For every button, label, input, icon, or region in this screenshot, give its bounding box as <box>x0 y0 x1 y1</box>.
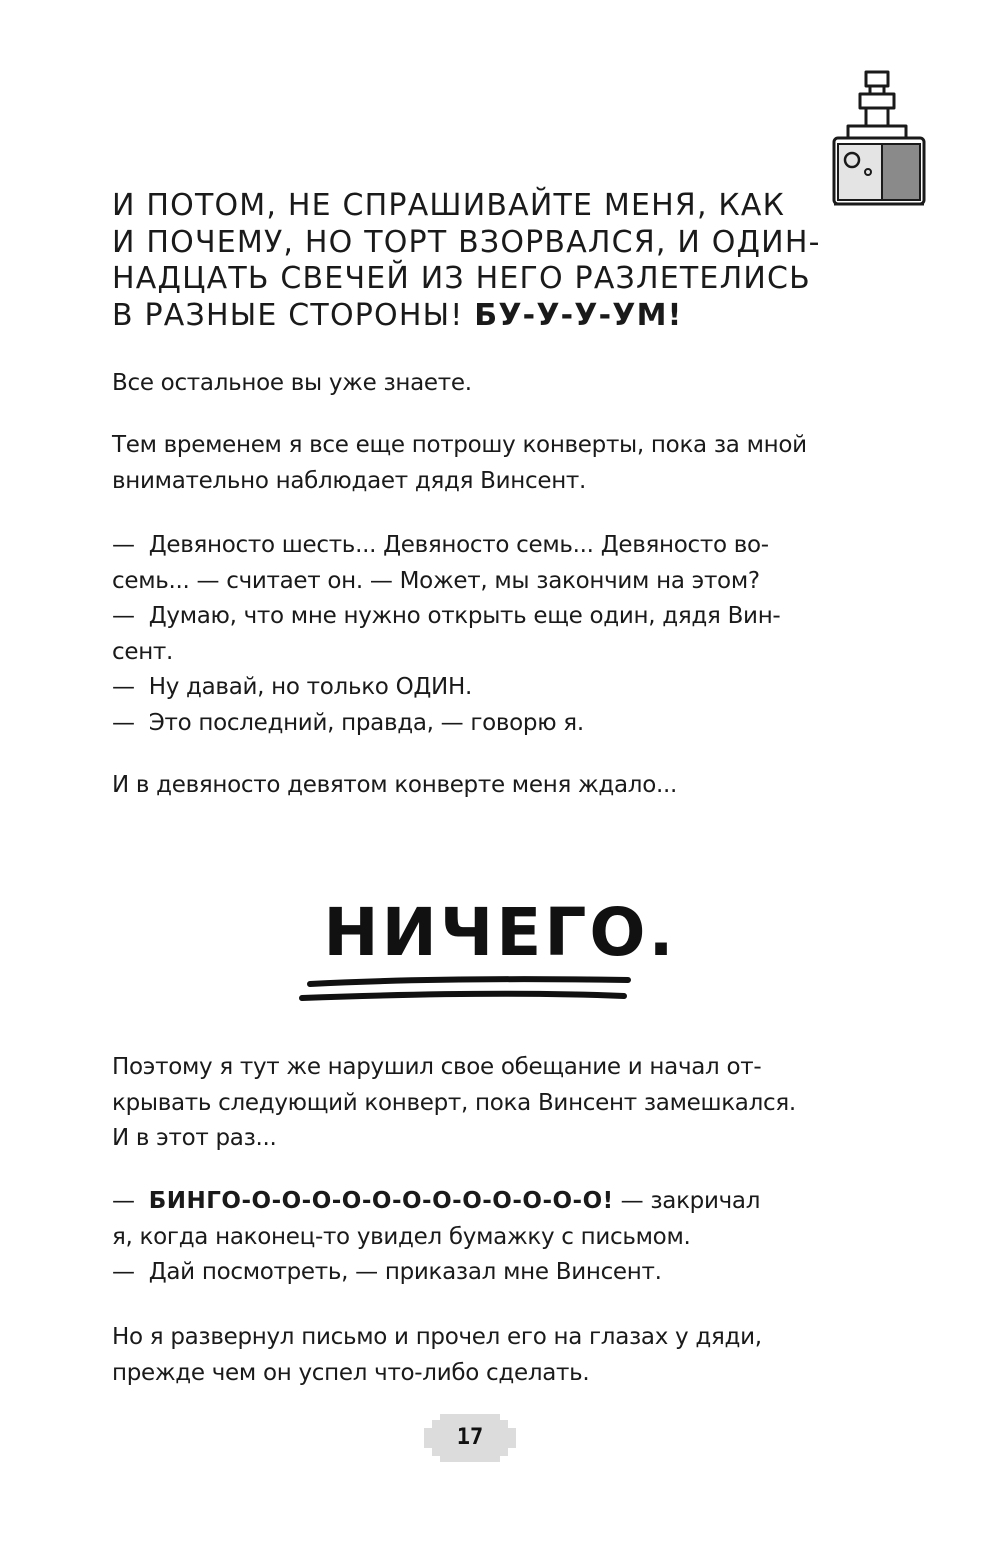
opening-caps-paragraph <box>112 188 832 334</box>
text-line: прежде чем он успел что-либо сделать. <box>112 1359 590 1386</box>
page-number: 17 <box>456 1425 484 1450</box>
caps-line: НАДЦАТЬ СВЕЧЕЙ ИЗ НЕГО РАЗЛЕТЕЛИСЬ <box>112 261 811 296</box>
caps-line: И ПОТОМ, НЕ СПРАШИВАЙТЕ МЕНЯ, КАК <box>112 188 786 223</box>
dash: — <box>112 1188 149 1214</box>
dialogue-line: — Думаю, что мне нужно открыть еще один, дядя Вин- <box>112 603 781 629</box>
text-line: Тем временем я все еще потрошу конверты, пока за мной <box>112 432 807 458</box>
paragraph-4 <box>112 1050 832 1157</box>
bingo-line <box>112 1184 832 1220</box>
dialogue-line: сент. <box>112 638 174 665</box>
paragraph-5 <box>112 1320 832 1391</box>
paragraph-2 <box>112 428 832 499</box>
dialogue-line: я, когда наконец-то увидел бумажку с письмом. <box>112 1223 691 1250</box>
boom-exclamation: БУ-У-У-УМ! <box>474 297 683 333</box>
bingo-exclamation: БИНГО-О-О-О-О-О-О-О-О-О-О-О-О! <box>148 1188 614 1214</box>
big-word-nothing: НИЧЕГО. <box>323 894 677 971</box>
caps-line: И ПОЧЕМУ, НО ТОРТ ВЗОРВАЛСЯ, И ОДИН- <box>112 224 821 260</box>
caps-line-text: В РАЗНЫЕ СТОРОНЫ! <box>112 297 464 333</box>
dialogue-line: — Ну давай, но только ОДИН. <box>112 674 472 700</box>
dialogue-block-2 <box>112 1184 832 1291</box>
dialogue-line: — Девяносто шесть... Девяносто семь... Девяносто во- <box>112 532 769 558</box>
caps-line-last <box>112 298 832 335</box>
bingo-rest: — закричал <box>613 1188 761 1214</box>
dialogue-line: семь... — считает он. — Может, мы закончим на этом? <box>112 567 760 594</box>
paragraph-3: И в девяносто девятом конверте меня ждало... <box>112 772 678 798</box>
text-line: Но я развернул письмо и прочел его на глазах у дяди, <box>112 1324 762 1350</box>
text-line: внимательно наблюдает дядя Винсент. <box>112 467 587 494</box>
text-line: И в этот раз... <box>112 1125 277 1151</box>
dialogue-block-1 <box>112 528 832 741</box>
potion-bottle-icon <box>826 68 934 218</box>
text-line: крывать следующий конверт, пока Винсент замешкался. <box>112 1089 796 1116</box>
text-line: Поэтому я тут же нарушил свое обещание и начал от- <box>112 1054 762 1080</box>
dialogue-line: — Это последний, правда, — говорю я. <box>112 709 584 736</box>
dialogue-line: — Дай посмотреть, — приказал мне Винсент. <box>112 1259 662 1285</box>
paragraph-1: Все остальное вы уже знаете. <box>112 370 472 396</box>
hand-drawn-underline <box>298 972 638 1008</box>
